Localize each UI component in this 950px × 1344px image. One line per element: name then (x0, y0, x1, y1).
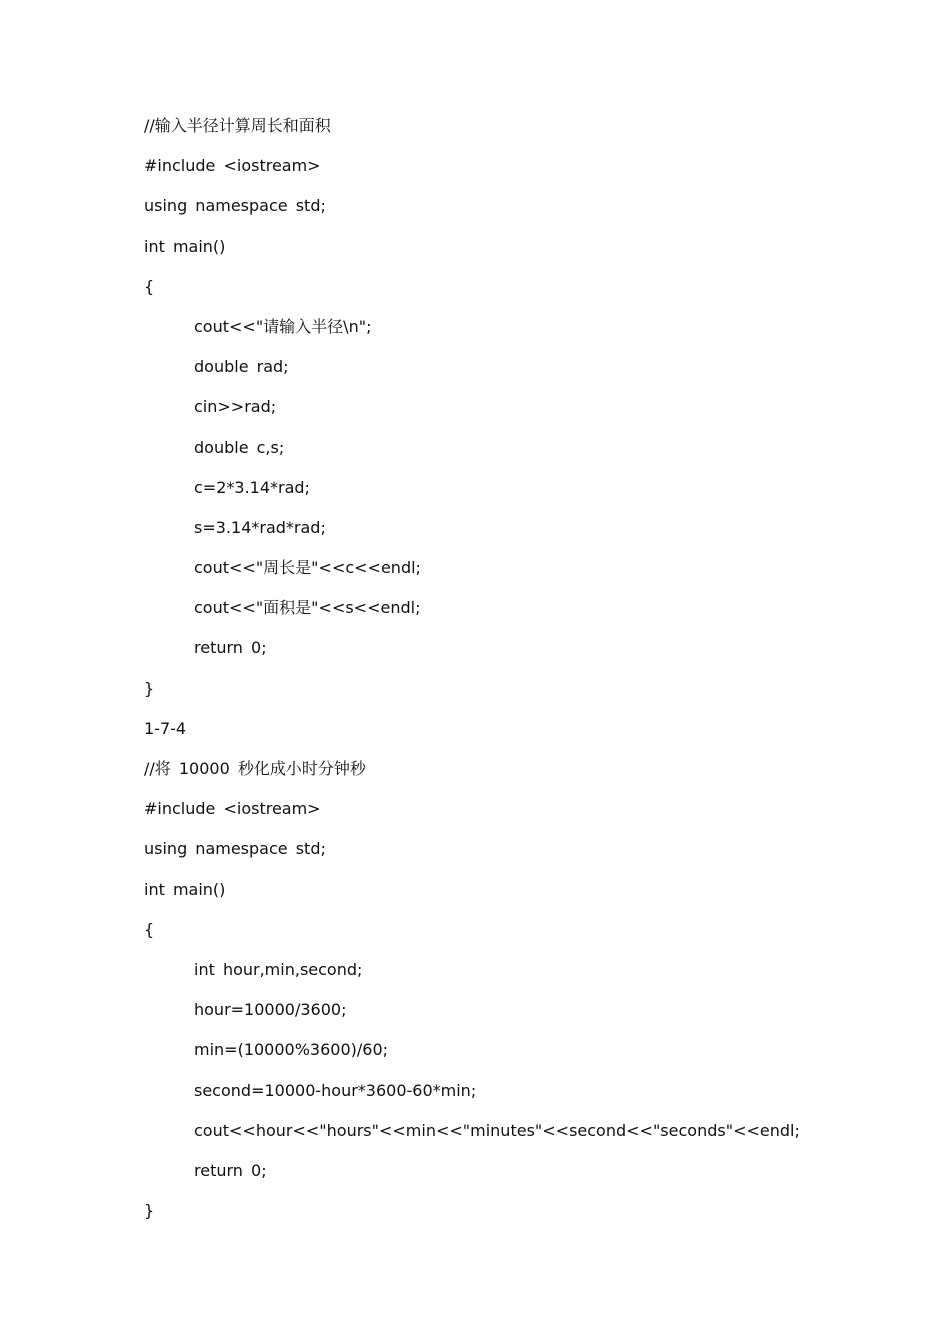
code-line: } (144, 678, 155, 698)
code-line: using namespace std; (144, 196, 326, 216)
code-line: hour=10000/3600; (194, 1000, 347, 1020)
code-line: { (144, 276, 155, 296)
code-line: } (144, 1201, 155, 1221)
code-listing (144, 114, 904, 1239)
code-line: second=10000-hour*3600-60*min; (194, 1080, 477, 1100)
code-line: using namespace std; (144, 839, 326, 859)
code-line: return 0; (194, 1160, 267, 1180)
code-line: cout<<"请输入半径\n"; (194, 316, 372, 336)
code-line: 1-7-4 (144, 718, 187, 738)
code-line: int hour,min,second; (194, 959, 363, 979)
code-line: min=(10000%3600)/60; (194, 1040, 389, 1060)
code-line: cout<<"面积是"<<s<<endl; (194, 598, 421, 618)
code-line: double c,s; (194, 437, 285, 457)
code-line: s=3.14*rad*rad; (194, 517, 326, 537)
code-line: //输入半径计算周长和面积 (144, 116, 331, 135)
code-line: c=2*3.14*rad; (194, 477, 310, 497)
code-line: int main() (144, 879, 226, 899)
code-line: int main() (144, 236, 226, 256)
code-line: { (144, 919, 155, 939)
code-line: #include <iostream> (144, 156, 321, 176)
code-line: return 0; (194, 638, 267, 658)
code-line: #include <iostream> (144, 799, 321, 819)
code-line: cout<<"周长是"<<c<<endl; (194, 558, 421, 578)
code-line: cin>>rad; (194, 397, 277, 417)
code-line: double rad; (194, 357, 289, 377)
code-line: cout<<hour<<"hours"<<min<<"minutes"<<second<<"seconds"<<endl; (194, 1120, 800, 1140)
code-line: //将 10000 秒化成小时分钟秒 (144, 759, 366, 778)
